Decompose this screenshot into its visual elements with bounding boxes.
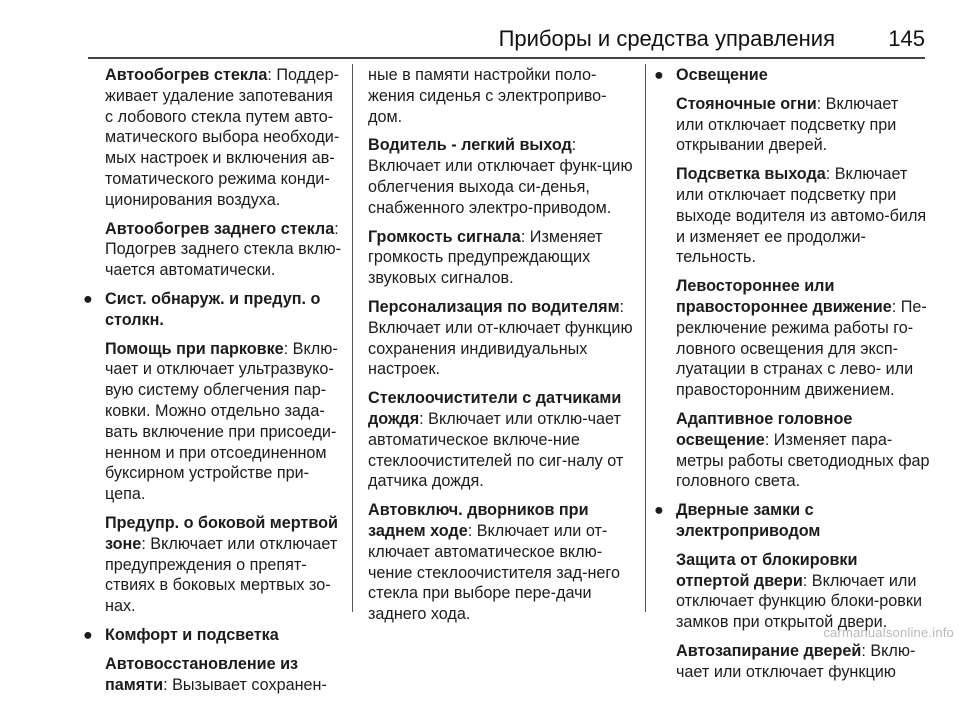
entry-text: : Включает или отключает подсветку при выходе водителя из автомо-биля и изменяет ее продолжи-тельность. (676, 165, 927, 267)
section-door-locks (654, 500, 930, 682)
section-lighting (654, 65, 930, 492)
entry-parking-lights (676, 94, 930, 156)
entry-term: Водитель - легкий выход (368, 136, 572, 155)
column-1 (83, 65, 343, 703)
entry-term: Помощь при парковке (105, 339, 284, 358)
entry-traffic-side (676, 276, 930, 401)
page-number: 145 (888, 26, 925, 51)
entry-text: : Включает или отключает функ-цию облегчения выхода си-денья, снабженного электро-приводом. (368, 136, 633, 217)
bullet-heading (654, 500, 930, 542)
entry-term: Адаптивное головное освещение (676, 409, 853, 449)
bullet-heading (83, 289, 343, 331)
entry-lockout-protection (676, 550, 930, 633)
bullet-heading (654, 65, 930, 86)
entry-text: : Включает или отключает функцию блоки-ровки замков при открытой двери. (676, 571, 922, 632)
entry-text: ные в памяти настройки поло-жения сиденья с электроприво-дом. (368, 66, 607, 126)
entry-term: Автообогрев заднего стекла (105, 219, 335, 238)
entry-rain-wipers (368, 388, 638, 492)
bullet-icon: ● (654, 66, 664, 84)
entry-memory-recall (105, 654, 343, 696)
column-3 (654, 65, 930, 691)
section-comfort (83, 625, 343, 695)
watermark: carmanualsonline.info (823, 625, 954, 640)
entry-text: : Изменяет громкость предупреждающих звуковых сигналов. (368, 227, 603, 288)
entry-text: : Включает или отключает предупреждения о препят-ствиях в боковых мертвых зо-нах. (105, 534, 338, 616)
bullet-icon: ● (83, 289, 93, 308)
entry-text: : Включает или от-ключает функцию сохранения индивидуальных настроек. (368, 297, 633, 379)
entry-personalization (368, 297, 638, 380)
bullet-heading-text: Освещение (676, 66, 768, 84)
entry-park-assist (105, 339, 343, 505)
page-header (0, 0, 960, 56)
entry-text: : Пе-реключение режима работы го-ловного освещения для эксп-луатации в странах с лево- или правосторонним движением. (676, 297, 927, 400)
entry-auto-lock (676, 641, 930, 683)
entry-text: : Вызывает сохранен- (163, 675, 327, 694)
entry-memory-recall-cont (368, 65, 638, 127)
entry-text: : Подогрев заднего стекла вклю-чается автоматически. (105, 219, 341, 280)
entry-reverse-wiper (368, 500, 638, 625)
entry-term: Громкость сигнала (368, 227, 521, 246)
entry-term: Персонализация по водителям (368, 297, 620, 316)
entry-blind-spot (105, 513, 343, 617)
bullet-heading-text: Комфорт и подсветка (105, 625, 279, 644)
entry-chime-volume (368, 227, 638, 289)
entry-term: Подсветка выхода (676, 165, 826, 184)
column-2 (368, 65, 638, 633)
entry-exit-lighting (676, 164, 930, 268)
header-rule (88, 57, 925, 59)
entry-term: Автовключ. дворников при заднем ходе (368, 501, 589, 540)
entry-text: : Поддер-живает удаление запотевания с лобового стекла путем авто-матического выбора необходи-мых настроек и включения ав-томатического режима конди-ционирования воздуха. (105, 66, 340, 209)
entry-auto-rear-defog (105, 219, 343, 281)
entry-term: Автозапирание дверей (676, 641, 862, 660)
entry-term: Левостороннее или правостороннее движение (676, 277, 892, 316)
bullet-heading (83, 625, 343, 646)
bullet-heading-text: Сист. обнаруж. и предуп. о столкн. (105, 289, 321, 329)
entry-text: : Вклю-чает и отключает ультразвуко-вую систему облегчения пар-ковки. Можно отдельно зада-вать включение при присоеди-ненном и при отсоединенном буксирном устройстве при-цепа. (105, 339, 338, 504)
entry-adaptive-headlights (676, 409, 930, 492)
section-climate-cont (105, 65, 343, 281)
entry-text: : Изменяет пара-метры работы светодиодных фар головного света. (676, 430, 930, 491)
page-title: Приборы и средства управления (498, 26, 835, 51)
section-collision (83, 289, 343, 617)
entry-term: Стояночные огни (676, 94, 817, 113)
entry-term: Предупр. о боковой мертвой зоне (105, 513, 338, 553)
entry-text: : Включает или отключает подсветку при открывании дверей. (676, 94, 899, 155)
bullet-heading-text: Дверные замки с электроприводом (676, 501, 821, 540)
column-divider-1 (352, 64, 353, 612)
entry-term: Защита от блокировки отпертой двери (676, 550, 858, 590)
entry-term: Автовосстановление из памяти (105, 654, 299, 694)
entry-auto-defog (105, 65, 343, 211)
column-divider-2 (645, 64, 646, 612)
entry-easy-exit (368, 135, 638, 218)
entry-text: : Включает или от-ключает автоматическое вклю-чение стеклоочистителя зад-него стекла при выборе пере-дачи заднего хода. (368, 521, 620, 624)
entry-text: : Вклю-чает или отключает функцию (676, 641, 916, 681)
entry-term: Автообогрев стекла (105, 66, 268, 84)
bullet-icon: ● (83, 625, 93, 644)
bullet-icon: ● (654, 501, 664, 520)
entry-term: Стеклоочистители с датчиками дождя (368, 389, 622, 428)
entry-text: : Включает или отклю-чает автоматическое включе-ние стеклоочистителей по сиг-налу от датчика дождя. (368, 409, 624, 491)
